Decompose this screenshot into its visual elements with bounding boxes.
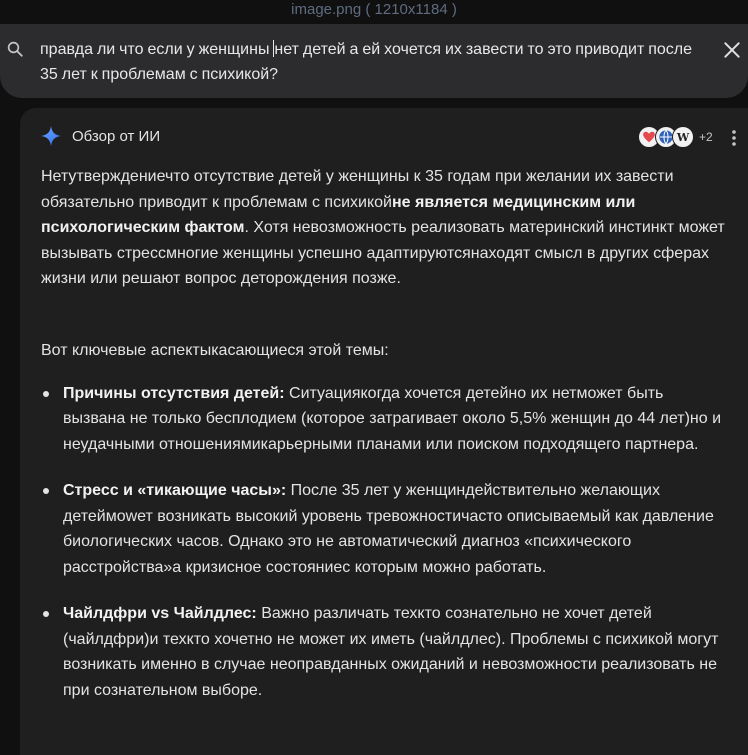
wikipedia-source-icon[interactable]: W	[672, 126, 694, 148]
list-item	[41, 478, 727, 580]
list-item-title: Чайлдфри vs Чайлдлес:	[63, 605, 257, 622]
search-bar[interactable]	[0, 24, 748, 98]
more-vert-icon[interactable]	[726, 128, 742, 148]
list-item-text: После 35 лет у женщиндействительно желающих детеймowет возникать высокий уровень тревожностичасто описываемый как давление биологических часов. Однако это не автоматический диагноз «психического расстройства»а кризисное состояниес которым можно работать.	[63, 482, 714, 576]
list-item-text: Ситуациякогда хочется детейно их нетможет быть вызвана не только бесплодием (которое затрагивает около 5,5% женщин до 44 лет)но и неудачными отношениямикарьерными планами или поиском подходящего партнера.	[63, 384, 722, 453]
list-item-title: Причины отсутствия детей:	[63, 384, 285, 402]
ai-overview-header	[40, 122, 160, 150]
search-icon	[6, 40, 24, 58]
ai-overview-content	[41, 164, 727, 724]
ai-overview-title: Обзор от ИИ	[72, 127, 161, 145]
search-input[interactable]	[40, 37, 712, 87]
intro-paragraph	[41, 164, 727, 317]
key-aspects-list	[41, 381, 727, 704]
list-item-text: Важно различать техкто сознательно не хочет детей (чайлдфри)и техкто хочетно не может их иметь (чайлдлес). Проблемы с психикой могут возникать именно в случае неоправданных ожиданий и невозможности реализовать не при сознательном выборе.	[63, 605, 719, 699]
intro-bold-text: не является медицинским или психологическим фактом	[41, 193, 636, 236]
list-item	[41, 381, 727, 458]
more-sources-count[interactable]: +2	[699, 130, 713, 144]
intro-text-start: Нетутверждениечто отсутствие детей у женщины к 35 годам при желании их завести обязательно приводит к проблемам с психикой	[41, 168, 674, 211]
sparkle-icon	[40, 125, 62, 147]
key-aspects-heading: Вот ключевые аспектыкасающиеся этой темы:	[41, 342, 389, 359]
search-query-end: нет детей а ей хочется их завести то это приводит после 35 лет к проблемам с психикой?	[40, 41, 693, 83]
intro-text-end: . Хотя невозможность реализовать материнский инстинкт может вызывать стрессмногие женщины успешно адаптируютсянаходят смысл в других сферах жизни или решают вопрос деторождения позже.	[41, 219, 725, 287]
ai-overview-panel	[20, 108, 748, 755]
list-item-title: Стресс и «тикающие часы»:	[63, 482, 287, 499]
window-title: image.png ( 1210x1184 )	[291, 1, 457, 18]
list-item	[41, 601, 727, 703]
close-icon[interactable]	[722, 40, 742, 60]
search-query-start: правда ли что если у женщины	[40, 41, 274, 58]
source-icons[interactable]	[638, 126, 713, 148]
